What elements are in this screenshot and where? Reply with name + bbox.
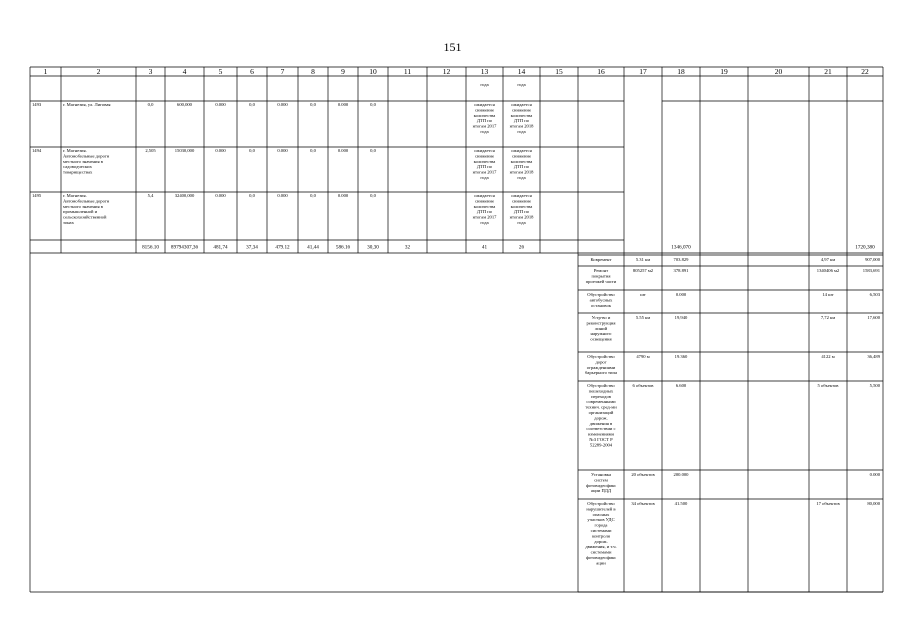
work-cost-next: 907,000 <box>865 257 880 262</box>
row-value: 0.000 <box>277 102 288 107</box>
row-value: 0,0 <box>370 102 376 107</box>
work-cost-next: 36,489 <box>867 354 880 359</box>
forecast-2017: года <box>480 129 489 134</box>
forecast-2017: ДТП по <box>476 164 493 170</box>
work-description: Устр-во и <box>591 315 611 320</box>
column-header: 22 <box>861 67 869 76</box>
total-value: 30,30 <box>367 244 379 251</box>
row-value: 32400,000 <box>174 193 195 198</box>
work-volume-next: 17 объектов <box>816 501 840 506</box>
work-description: реконструкция <box>586 320 616 326</box>
column-header: 2 <box>96 67 101 76</box>
total-value: 481,74 <box>213 244 228 251</box>
row-name: Автомобильные дороги <box>63 153 110 159</box>
row-number: 1493 <box>32 102 42 107</box>
column-header: 20 <box>774 67 783 76</box>
work-volume-next: 4,97 км <box>820 257 836 262</box>
work-description: ограждениями <box>586 364 616 370</box>
work-cost-next: 17,600 <box>867 315 880 320</box>
page-number: 151 <box>443 40 462 54</box>
work-description: организаций <box>588 410 614 415</box>
work-description: освещения <box>590 336 612 342</box>
row-value: 2,505 <box>145 148 156 153</box>
row-name: местного значения в <box>63 158 103 164</box>
work-description: остановок <box>591 302 611 308</box>
work-description: дорож. <box>594 538 608 544</box>
work-description: опасных <box>592 511 610 517</box>
work-description: технич. сред-ми <box>585 404 617 410</box>
forecast-2018: ДТП по <box>513 164 530 170</box>
total-value: 32 <box>404 244 411 251</box>
total-value: 479.12 <box>275 244 290 251</box>
row-value: 0.000 <box>337 148 349 153</box>
forecast-2017: количества <box>473 158 496 164</box>
work-description: ации ПДД <box>590 488 612 494</box>
row-value: 0,0 <box>310 148 316 153</box>
forecast-2017: итогам 2017 <box>472 214 497 220</box>
forecast-2017: снижение <box>474 198 495 204</box>
column-header: 16 <box>597 67 605 76</box>
work-volume: 5.55 км <box>635 315 651 320</box>
forecast-2018: итогам 2018 <box>509 169 534 175</box>
work-volume: 6 объектов <box>632 383 654 388</box>
row-name: г. Магнезия, ул. Лиговая <box>63 102 111 107</box>
row-value: 5,4 <box>147 193 154 198</box>
work-description: соответствии с <box>586 426 616 432</box>
row-value: 0,0 <box>249 193 255 198</box>
row-number: 1494 <box>32 148 42 153</box>
forecast-2017: года <box>480 220 489 225</box>
work-cost-next: 80,000 <box>867 501 880 506</box>
forecast-2018: снижение <box>511 153 532 159</box>
forecast-2017: ожидается <box>474 193 495 198</box>
total-value: 1720,380 <box>855 244 875 251</box>
column-header: 12 <box>442 67 451 76</box>
row-value: 0.000 <box>277 193 288 198</box>
work-cost: 0.000 <box>675 292 687 297</box>
work-volume-next: 1340406 м2 <box>816 268 840 273</box>
work-cost: 41.500 <box>674 501 688 506</box>
forecast-2018: ДТП по <box>513 118 530 124</box>
total-value: 26 <box>518 244 525 251</box>
total-value: 586.16 <box>335 244 351 251</box>
work-volume-next: 14 шт <box>822 292 834 297</box>
row-name: г. Магнезия. <box>63 148 87 153</box>
work-description: нарушителей в <box>586 506 616 512</box>
work-description: Обустройство <box>587 383 615 388</box>
row-value: 600,000 <box>177 102 192 107</box>
row-value: 0.000 <box>337 102 349 107</box>
column-header: 7 <box>280 67 285 76</box>
work-description: Ковремент <box>590 257 612 262</box>
forecast-2017: снижение <box>474 153 495 159</box>
work-volume-next: 5 объектов <box>817 383 839 388</box>
row-value: 0,0 <box>147 102 154 107</box>
forecast-2018: количества <box>510 158 533 164</box>
work-volume: шт <box>640 292 646 297</box>
forecast-2017: итогам 2017 <box>472 123 497 129</box>
work-description: системами <box>590 549 612 555</box>
row-name: сельскохозяйственной <box>63 214 107 220</box>
forecast-2017: года <box>480 175 489 180</box>
column-header: 21 <box>824 67 832 76</box>
forecast-2017: снижение <box>474 107 495 113</box>
column-header: 8 <box>311 67 315 76</box>
forecast-2017: количества <box>473 203 496 209</box>
forecast-2018: количества <box>510 203 533 209</box>
work-description: движения в <box>589 420 613 426</box>
work-volume: 4790 м <box>636 354 650 359</box>
forecast-2018: количества <box>510 112 533 118</box>
work-description: контроля <box>592 533 610 539</box>
work-description: 52289-2004 <box>589 442 613 448</box>
row-name: промышленной и <box>63 209 98 215</box>
row-value: 0,0 <box>370 148 376 153</box>
work-cost-next: 5,500 <box>869 383 880 388</box>
column-header: 18 <box>677 67 685 76</box>
total-value: 41,44 <box>307 244 319 251</box>
forecast-2018: ДТП по <box>513 209 530 215</box>
work-description: движения, и т.ч. <box>585 544 617 550</box>
work-cost-next: 6,503 <box>869 292 880 297</box>
work-description: Обустройство <box>587 354 615 359</box>
forecast-2017: ожидается <box>474 148 495 153</box>
work-description: проезжей части <box>585 278 617 284</box>
work-cost: 200.000 <box>673 472 689 477</box>
forecast-2018: года <box>517 129 526 134</box>
work-description: города <box>594 522 608 528</box>
row-name: товариществах <box>63 169 93 175</box>
work-description: автобусных <box>589 297 613 303</box>
row-value: 0,0 <box>310 193 316 198</box>
work-volume: 5.31 км <box>635 257 651 262</box>
row-value: 0.000 <box>215 193 226 198</box>
work-cost: 19,940 <box>674 315 688 320</box>
total-value: 41 <box>481 244 488 251</box>
forecast-2018: ожидается <box>511 102 532 107</box>
work-description: дорож. <box>594 415 608 421</box>
row-number: 1495 <box>32 193 42 198</box>
row-name: садоводческих <box>63 164 92 170</box>
row-value: 0.000 <box>215 102 226 107</box>
work-description: барьерного типа <box>584 370 618 376</box>
total-value: 89794307,36 <box>170 244 199 251</box>
forecast-2018: года <box>517 175 526 180</box>
row-name: Автомобильные дороги <box>63 198 110 204</box>
forecast-2018: снижение <box>511 198 532 204</box>
work-description: Установка <box>591 472 611 477</box>
forecast-2018: года <box>517 220 526 225</box>
total-value: 8156.10 <box>142 244 159 251</box>
work-description: №3 ГОСТ Р <box>589 437 613 442</box>
work-volume-next: 7,72 км <box>820 315 836 320</box>
column-header: 6 <box>250 67 254 76</box>
work-description: системами <box>590 528 612 533</box>
forecast-2018: итогам 2018 <box>509 123 534 129</box>
work-description: дорог <box>595 359 607 365</box>
total-value: 37,34 <box>246 244 258 251</box>
forecast-2018: снижение <box>511 107 532 113</box>
work-description: покрытия <box>591 273 611 279</box>
work-cost: 6.600 <box>675 383 687 388</box>
work-description: Обустройство <box>587 501 615 506</box>
work-description: современными <box>586 399 616 405</box>
column-header: 9 <box>341 67 345 76</box>
work-cost-next: 0.000 <box>869 472 880 477</box>
forecast-2017: количества <box>473 112 496 118</box>
total-value: 1346,070 <box>671 244 691 251</box>
work-cost-next: 1583,691 <box>862 268 880 273</box>
row-value: 15030,000 <box>174 148 195 153</box>
work-volume: 805257 м2 <box>632 268 654 273</box>
subheader-text: года <box>517 82 526 87</box>
work-cost: 703.829 <box>673 257 689 262</box>
row-value: 0,0 <box>249 102 255 107</box>
column-header: 19 <box>720 67 728 76</box>
work-description: переходов <box>591 393 611 399</box>
row-name: г. Магнезия. <box>63 193 87 198</box>
work-description: систем <box>594 477 608 483</box>
work-description: ации <box>596 560 606 566</box>
forecast-2017: итогам 2017 <box>472 169 497 175</box>
work-volume: 20 объектов <box>631 472 655 477</box>
forecast-2017: ожидается <box>474 102 495 107</box>
row-value: 0.000 <box>337 193 349 198</box>
work-description: наружного <box>590 331 612 337</box>
work-description: Ремонт <box>593 268 609 273</box>
column-header: 14 <box>517 67 526 76</box>
column-header: 13 <box>480 67 489 76</box>
work-description: пешеходных <box>588 388 614 394</box>
subheader-text: года <box>480 82 489 87</box>
work-cost: 19.360 <box>674 354 688 359</box>
row-value: 0,0 <box>249 148 255 153</box>
row-value: 0,0 <box>370 193 376 198</box>
forecast-2018: ожидается <box>511 193 532 198</box>
column-header: 10 <box>369 67 377 76</box>
column-header: 4 <box>182 67 187 76</box>
work-volume-next: 4122 м <box>821 354 835 359</box>
work-description: линий <box>594 325 608 331</box>
row-value: 0,0 <box>310 102 316 107</box>
row-name: местного значения в <box>63 203 103 209</box>
work-cost: 378.891 <box>673 268 689 273</box>
work-description: Обустройство <box>587 292 615 297</box>
work-volume: 34 объектов <box>631 501 655 506</box>
column-header: 5 <box>218 67 223 76</box>
row-name: зонах <box>63 220 74 225</box>
work-description: изменениями <box>587 431 615 437</box>
work-description: участков УДС <box>587 517 615 523</box>
work-description: фотовидеофикс <box>585 482 617 488</box>
column-header: 15 <box>555 67 563 76</box>
row-value: 0.000 <box>277 148 288 153</box>
forecast-2018: итогам 2018 <box>509 214 534 220</box>
forecast-2018: ожидается <box>511 148 532 153</box>
forecast-2017: ДТП по <box>476 209 493 215</box>
row-value: 0.000 <box>215 148 226 153</box>
forecast-2017: ДТП по <box>476 118 493 124</box>
column-header: 11 <box>403 67 412 76</box>
column-header: 1 <box>43 67 48 76</box>
column-header: 3 <box>148 67 153 76</box>
work-description: фотовидеофикс <box>585 555 617 560</box>
column-header: 17 <box>639 67 647 76</box>
